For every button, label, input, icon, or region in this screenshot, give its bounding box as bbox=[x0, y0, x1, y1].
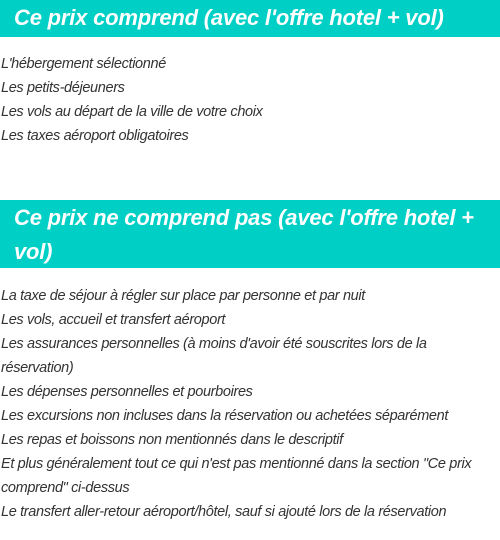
excluded-list bbox=[0, 284, 500, 524]
list-item: Les repas et boissons non mentionnés dans le descriptif bbox=[1, 432, 343, 448]
list-item: Les taxes aéroport obligatoires bbox=[1, 128, 189, 144]
included-list bbox=[0, 52, 500, 148]
list-item: Les vols, accueil et transfert aéroport bbox=[1, 312, 226, 328]
list-item: La taxe de séjour à régler sur place par personne et par nuit bbox=[1, 288, 365, 304]
included-section bbox=[0, 0, 500, 148]
excluded-title: Ce prix ne comprend pas (avec l'offre hotel + vol) bbox=[0, 200, 500, 268]
excluded-section bbox=[0, 200, 500, 524]
list-item: Et plus généralement tout ce qui n'est pas mentionné dans la section "Ce prix comprend" ci-dessus bbox=[1, 456, 472, 496]
list-item: Les petits-déjeuners bbox=[1, 80, 125, 96]
list-item: Les assurances personnelles (à moins d'avoir été souscrites lors de la réservation) bbox=[1, 336, 427, 376]
included-title: Ce prix comprend (avec l'offre hotel + vol) bbox=[0, 0, 500, 37]
list-item: Les dépenses personnelles et pourboires bbox=[1, 384, 253, 400]
list-item: Les vols au départ de la ville de votre choix bbox=[1, 104, 263, 120]
list-item: Le transfert aller-retour aéroport/hôtel, sauf si ajouté lors de la réservation bbox=[1, 504, 447, 520]
list-item: L'hébergement sélectionné bbox=[1, 56, 166, 72]
list-item: Les excursions non incluses dans la réservation ou achetées séparément bbox=[1, 408, 449, 424]
